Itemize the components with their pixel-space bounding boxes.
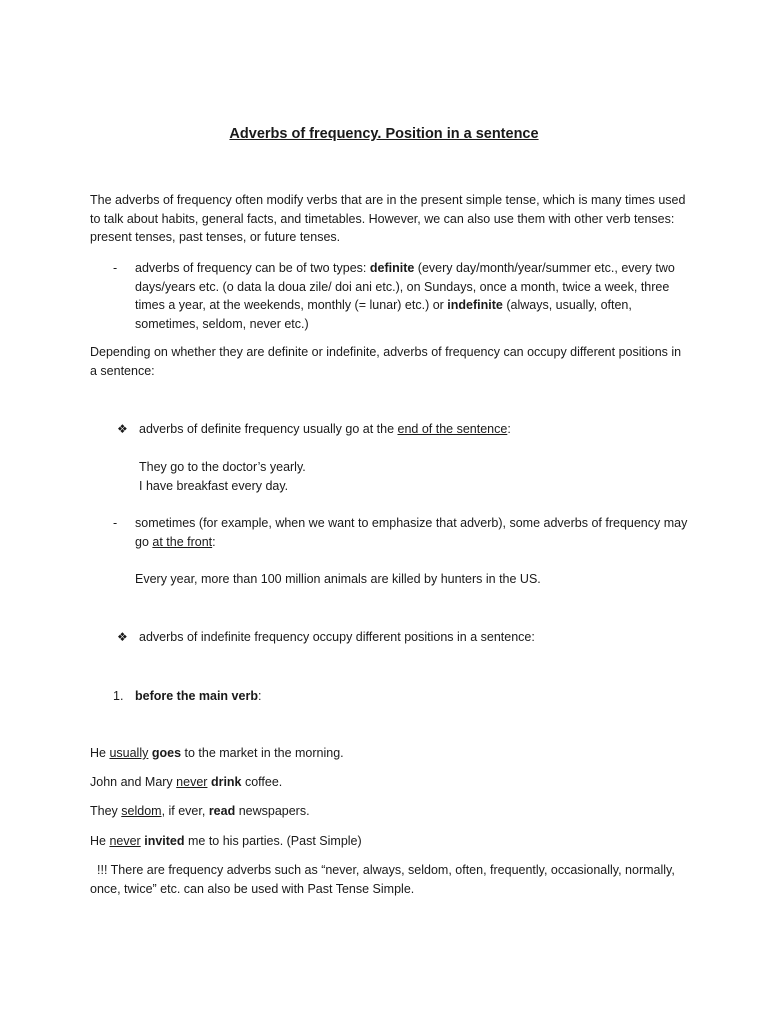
list-item-heading bbox=[135, 687, 261, 706]
bold-verb: invited bbox=[144, 834, 185, 848]
text-run: He bbox=[90, 834, 110, 848]
text-run: adverbs of frequency can be of two types: bbox=[135, 261, 370, 275]
indefinite-frequency-bullet: adverbs of indefinite frequency occupy different positions in a sentence: bbox=[139, 630, 535, 644]
text-run: : bbox=[212, 534, 216, 549]
text-run: , if ever, bbox=[161, 804, 209, 818]
underlined-term: at the front bbox=[152, 534, 213, 549]
underlined-adverb: never bbox=[109, 834, 141, 848]
underlined-term: end of the sentence bbox=[397, 422, 508, 436]
text-run: me to his parties. (Past Simple) bbox=[184, 834, 362, 848]
bold-verb: read bbox=[208, 804, 236, 818]
bullet-dash: - bbox=[113, 516, 118, 530]
adverb-types-bullet bbox=[135, 259, 690, 333]
list-number: 1. bbox=[113, 689, 124, 703]
example-sentence bbox=[90, 744, 690, 763]
text-run: (every day/month/year/summer etc., every two days/years etc. (o data la doua zile/ doi ani etc.), on Sundays, once a month, twice a week, three times a year, at the weekends, monthly (= lunar) etc.) or bbox=[135, 261, 675, 312]
example-sentence bbox=[90, 832, 690, 851]
front-position-bullet bbox=[135, 514, 690, 551]
note-paragraph: !!! There are frequency adverbs such as “never, always, seldom, often, frequently, occasionally, normally, once, twice” etc. can also be used with Past Tense Simple. bbox=[90, 863, 675, 896]
text-run: John and Mary bbox=[90, 775, 177, 789]
depending-paragraph: Depending on whether they are definite or indefinite, adverbs of frequency can occupy different positions in a sentence: bbox=[90, 345, 682, 378]
text-run: (always, usually, often, sometimes, seldom, never etc.) bbox=[135, 298, 632, 331]
example-sentence bbox=[90, 802, 690, 821]
example-sentence bbox=[90, 773, 690, 792]
text-run: He bbox=[90, 746, 110, 760]
underlined-adverb: never bbox=[176, 775, 208, 789]
page-title: Adverbs of frequency. Position in a sentence bbox=[229, 126, 539, 142]
diamond-bullet-icon: ❖ bbox=[117, 422, 128, 436]
bold-term: indefinite bbox=[447, 298, 503, 312]
underlined-adverb: seldom bbox=[121, 804, 162, 818]
underlined-adverb: usually bbox=[109, 746, 149, 760]
definite-frequency-bullet bbox=[139, 420, 679, 439]
intro-paragraph: The adverbs of frequency often modify verbs that are in the present simple tense, which is many times used to talk about habits, general facts, and timetables. However, we can also use them with other verb tenses: present tenses, past tenses, or future tenses. bbox=[90, 193, 686, 244]
example-sentence: They go to the doctor’s yearly. bbox=[139, 460, 306, 474]
text-run: They bbox=[90, 804, 122, 818]
bold-term: before the main verb bbox=[135, 689, 258, 703]
text-run: : bbox=[257, 689, 262, 703]
bold-term: definite bbox=[369, 261, 415, 275]
bullet-dash: - bbox=[113, 261, 118, 275]
example-sentence: I have breakfast every day. bbox=[139, 479, 289, 493]
diamond-bullet-icon: ❖ bbox=[117, 630, 128, 644]
text-run: to the market in the morning. bbox=[181, 746, 344, 760]
text-run: coffee. bbox=[241, 775, 283, 789]
bold-verb: goes bbox=[151, 746, 182, 760]
text-run: newspapers. bbox=[235, 804, 310, 818]
bold-verb: drink bbox=[210, 775, 242, 789]
text-run: adverbs of definite frequency usually go at the bbox=[139, 422, 398, 436]
text-run: sometimes (for example, when we want to emphasize that adverb), some adverbs of frequency may go bbox=[135, 516, 688, 549]
text-run: : bbox=[507, 422, 511, 436]
example-sentence: Every year, more than 100 million animals are killed by hunters in the US. bbox=[135, 572, 541, 586]
